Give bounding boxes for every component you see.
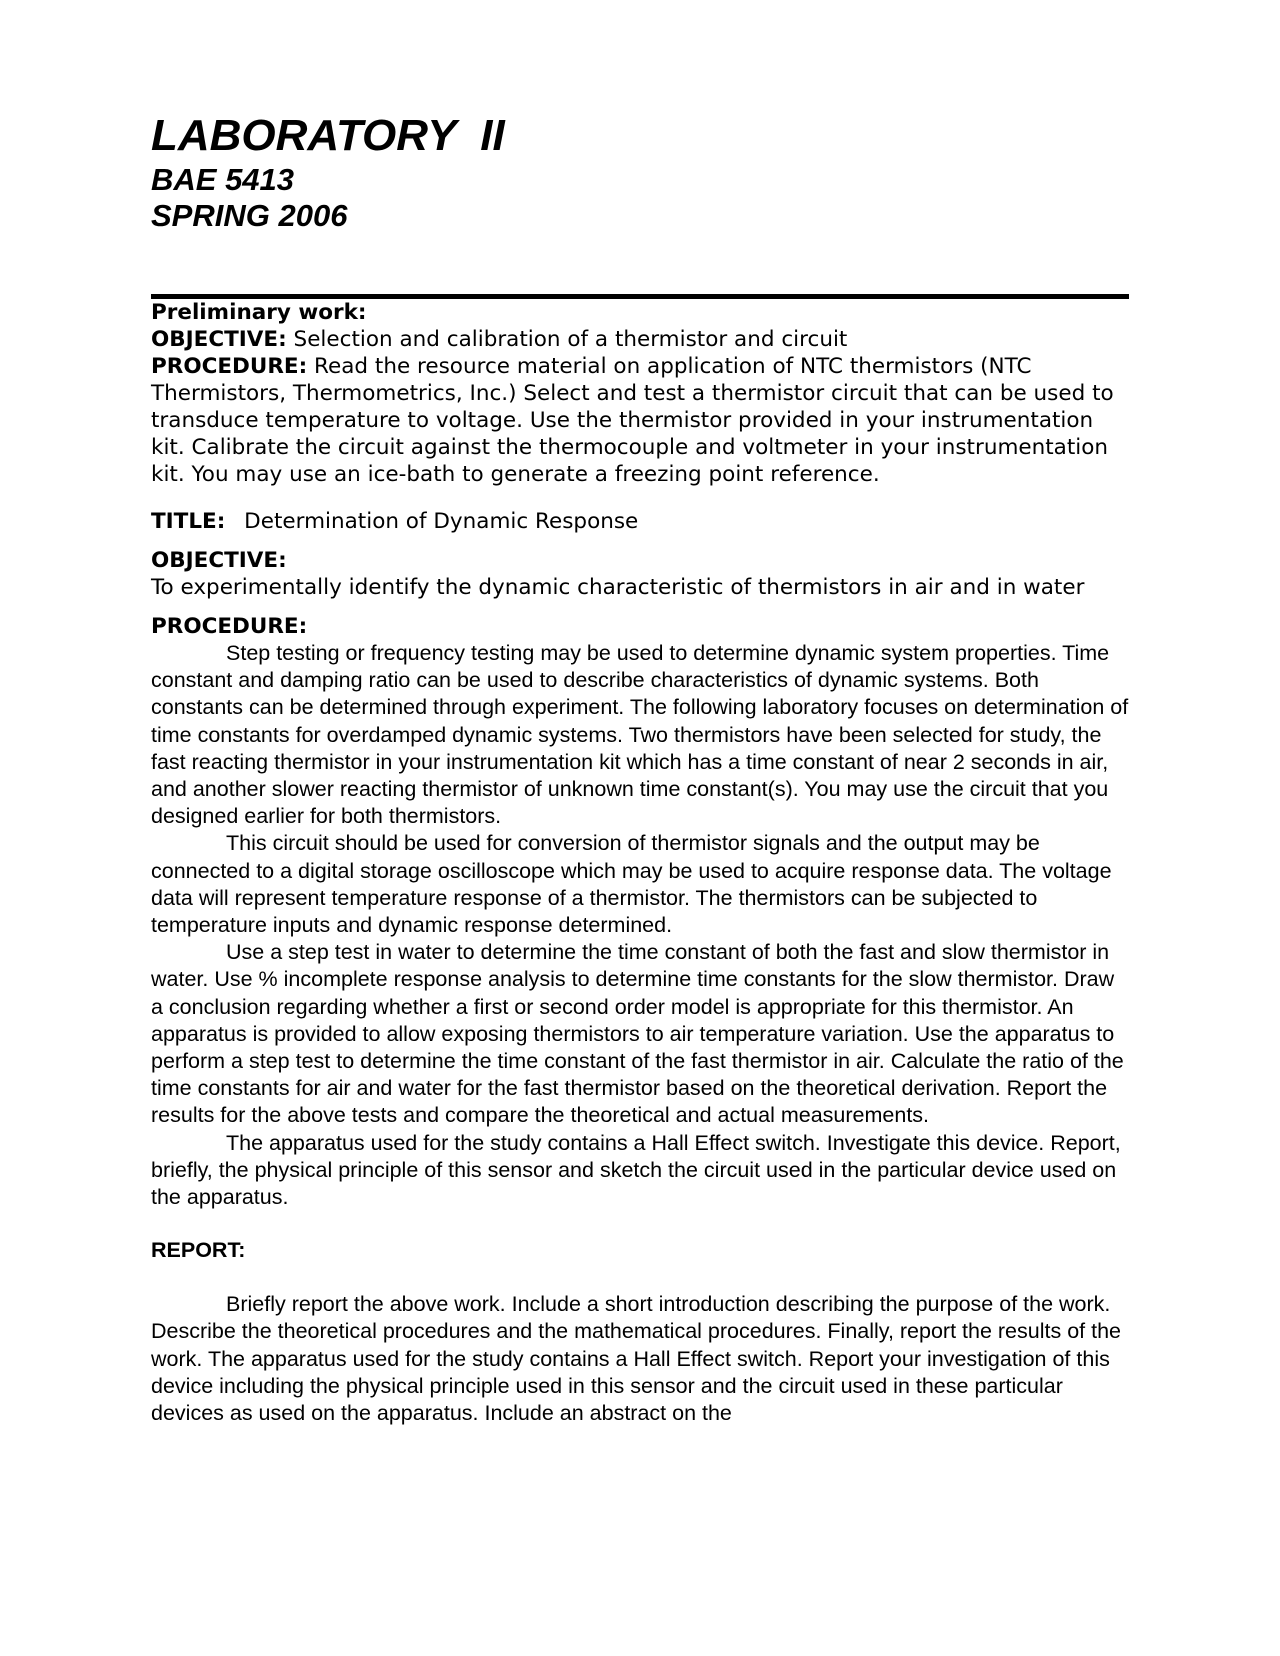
procedure-paragraph: Use a step test in water to determine the time constant of both the fast and slow thermistor in water. Use % incomplete response analysis to determine time constants for the slow thermistor. Draw a conclusion regarding whether a first or second order model is appropriate for this thermistor. An apparatus is provided to allow exposing thermistors to air temperature variation. Use the apparatus to perform a step test to determine the time constant of the fast thermistor in air. Calculate the ratio of the time constants for air and water for the fast thermistor based on the theoretical derivation. Report the results for the above tests and compare the theoretical and actual measurements. bbox=[151, 940, 1124, 1128]
preliminary-objective-label: OBJECTIVE: bbox=[151, 327, 287, 352]
objective-text: To experimentally identify the dynamic characteristic of thermistors in air and in water bbox=[151, 575, 1085, 600]
document-title: LABORATORY II bbox=[151, 111, 505, 160]
preliminary-procedure bbox=[151, 353, 1129, 488]
report-paragraph: Briefly report the above work. Include a short introduction describing the purpose of the work. Describe the theoretical procedures and the mathematical procedures. Finally, report the results of the work. The apparatus used for the study contains a Hall Effect switch. Report your investigation of this device including the physical principle used in this sensor and the circuit used in these particular devices as used on the apparatus. Include an abstract on the bbox=[151, 1292, 1121, 1426]
title-text: Determination of Dynamic Response bbox=[244, 509, 639, 534]
procedure-section bbox=[151, 613, 1129, 640]
report-body bbox=[151, 1291, 1129, 1427]
objective-label: OBJECTIVE: bbox=[151, 548, 287, 573]
preliminary-section bbox=[151, 299, 1129, 488]
objective-section bbox=[151, 547, 1129, 601]
title-label: TITLE: bbox=[151, 509, 226, 534]
preliminary-heading: Preliminary work: bbox=[151, 300, 367, 325]
procedure-label: PROCEDURE: bbox=[151, 614, 308, 639]
term: SPRING 2006 bbox=[151, 198, 348, 233]
preliminary-procedure-text: Read the resource material on application of NTC thermistors (NTC Thermistors, Thermometrics, Inc.) Select and test a thermistor circuit that can be used to transduce temperature to voltage. Use the thermistor provided in your instrumentation kit. Calibrate the circuit against the thermocouple and voltmeter in your instrumentation kit. You may use an ice-bath to generate a freezing point reference. bbox=[151, 354, 1114, 487]
preliminary-procedure-label: PROCEDURE: bbox=[151, 354, 308, 379]
preliminary-objective bbox=[151, 326, 1129, 353]
procedure-paragraph: The apparatus used for the study contains a Hall Effect switch. Investigate this device. Report, briefly, the physical principle of this sensor and sketch the circuit used in the particular device used on the apparatus. bbox=[151, 1130, 1121, 1210]
course-number: BAE 5413 bbox=[151, 162, 295, 197]
procedure-paragraph: This circuit should be used for conversion of thermistor signals and the output may be connected to a digital storage oscilloscope which may be used to acquire response data. The voltage data will represent temperature response of a thermistor. The thermistors can be subjected to temperature inputs and dynamic response determined. bbox=[151, 831, 1112, 938]
preliminary-objective-text: Selection and calibration of a thermistor and circuit bbox=[286, 327, 848, 352]
report-label: REPORT: bbox=[151, 1238, 246, 1263]
title-section bbox=[151, 508, 1129, 535]
procedure-paragraph: Step testing or frequency testing may be used to determine dynamic system properties. Time constant and damping ratio can be used to describe characteristics of dynamic systems. Both constants can be determined through experiment. The following laboratory focuses on determination of time constants for overdamped dynamic systems. Two thermistors have been selected for study, the fast reacting thermistor in your instrumentation kit which has a time constant of near 2 seconds in air, and another slower reacting thermistor of unknown time constant(s). You may use the circuit that you designed earlier for both thermistors. bbox=[151, 641, 1129, 829]
document-page bbox=[151, 110, 1129, 1427]
procedure-body bbox=[151, 640, 1129, 1211]
